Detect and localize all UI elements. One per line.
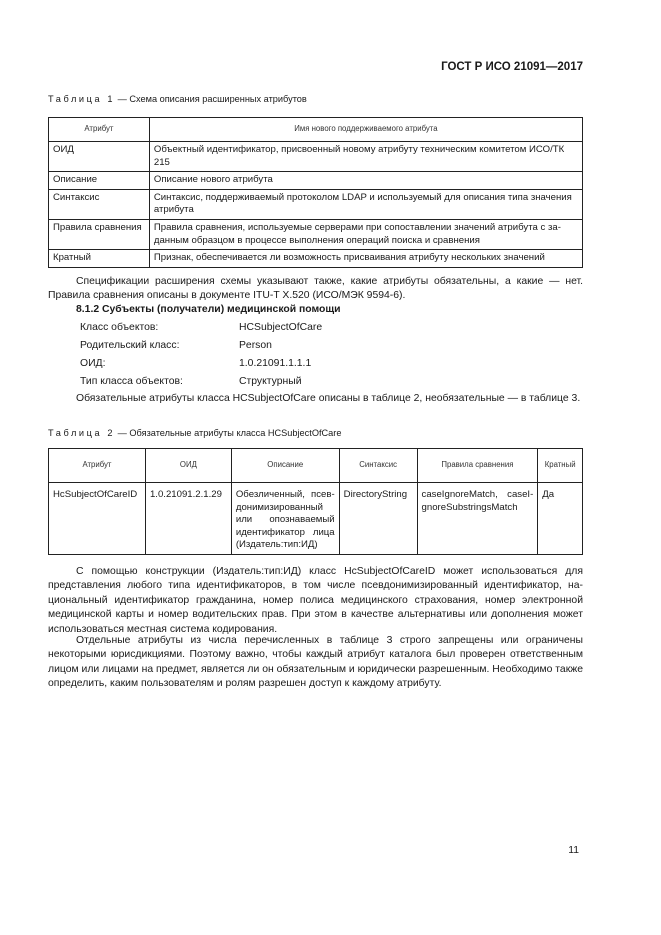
table-row [49, 189, 583, 219]
class-property-value: HCSubjectOfCare [239, 322, 323, 333]
table2-header-match: Правила сравнения [417, 449, 538, 483]
table1-cell-attr: Синтаксис [49, 189, 150, 219]
table2-header-attr: Атрибут [49, 449, 146, 483]
table2-header-oid: ОИД [145, 449, 231, 483]
table1-caption-label: Таблица 1 [48, 94, 116, 104]
table-row [49, 172, 583, 190]
table-row [49, 219, 583, 249]
section-heading: 8.1.2 Субъекты (получатели) медицинской помощи [76, 304, 341, 315]
table1-cell-value: Правила сравнения, используемые серверами при сопоставлении значений атрибута с заданным образцом в процессе выполнения операций поиска и сравнения [149, 219, 582, 249]
table1-cell-attr: Кратный [49, 250, 150, 268]
table1-header-attr: Атрибут [49, 118, 150, 142]
table2-cell-desc: Обезличенный, псевдонимизированный или опознаваемый идентификатор лица (Издатель:тип:ИД) [231, 483, 339, 555]
table1-cell-value: Описание нового атрибута [149, 172, 582, 190]
class-property-label: Класс объектов: [80, 322, 159, 333]
class-property-label: ОИД: [80, 358, 106, 369]
table2-cell-attr: HcSubjectOfCareID [49, 483, 146, 555]
table1-caption-text: — Схема описания расширенных атрибутов [115, 94, 307, 104]
table-row [49, 483, 583, 555]
document-header: ГОСТ Р ИСО 21091—2017 [441, 61, 583, 73]
table2-header-syntax: Синтаксис [339, 449, 417, 483]
table1-cell-attr: Описание [49, 172, 150, 190]
table2-header-desc: Описание [231, 449, 339, 483]
table-row [49, 142, 583, 172]
class-property-value: 1.0.21091.1.1.1 [239, 358, 312, 369]
table2-cell-match: caseIgnoreMatch, caseIgnoreSubstringsMatch [417, 483, 538, 555]
paragraph-required-attributes: Обязательные атрибуты класса HCSubjectOfCare описаны в таблице 2, необязательные — в таблице 3. [76, 393, 581, 404]
table1-caption [48, 94, 307, 104]
table1-cell-attr: Правила сравнения [49, 219, 150, 249]
table1 [48, 117, 583, 268]
paragraph-schema-extension: Спецификации расширения схемы указывают также, какие атрибуты обязательны, а какие — нет. Правила сравнения описаны в документе ITU-T X.520 (ИСО/МЭК 9594-6). [48, 276, 583, 302]
table2-caption [48, 428, 341, 438]
table1-cell-value: Синтаксис, поддерживаемый протоколом LDAP и используемый для описания типа значения атрибута [149, 189, 582, 219]
table1-cell-value: Объектный идентификатор, присвоенный новому атрибуту техническим комитетом ИСО/ТК 215 [149, 142, 582, 172]
table1-cell-value: Признак, обеспечивается ли возможность присваивания атрибуту нескольких значений [149, 250, 582, 268]
page-number: 11 [568, 845, 579, 856]
table2-cell-multi: Да [538, 483, 583, 555]
table1-cell-attr: ОИД [49, 142, 150, 172]
table2-caption-label: Таблица 2 [48, 428, 116, 438]
table2-header-multi: Кратный [538, 449, 583, 483]
table1-header-name: Имя нового поддерживаемого атрибута [149, 118, 582, 142]
class-property-label: Родительский класс: [80, 340, 180, 351]
table-row [49, 250, 583, 268]
table2 [48, 448, 583, 555]
table2-cell-syntax: DirectoryString [339, 483, 417, 555]
paragraph-identifier-construct: С помощью конструкции (Издатель:тип:ИД) класс HcSubjectOfCareID может использоваться для представления любого типа идентификаторов, в том числе псевдонимизированный идентификатор, национальный идентификатор гражданина, номер полиса медицинского страхования, номер электронной медицинской карты и номер водительских прав. При этом в качестве альтернативы или дополнения может использоваться местная система кодирования. [48, 566, 583, 635]
table2-cell-oid: 1.0.21091.2.1.29 [145, 483, 231, 555]
class-property-value: Структурный [239, 376, 302, 387]
class-property-value: Person [239, 340, 272, 351]
table2-caption-text: — Обязательные атрибуты класса HCSubjectOfCare [115, 428, 342, 438]
paragraph-jurisdiction-restrictions: Отдельные атрибуты из числа перечисленных в таблице 3 строго запрещены или ограничены некоторыми юрисдикциями. Поэтому важно, чтобы каждый атрибут каталога был проверен ответственным лицом или лицами на предмет, является ли он обязательным и юридически разрешенным. Необходимо также определить, каким пользователям и ролям разрешен доступ к каждому атрибуту. [48, 635, 583, 690]
class-property-label: Тип класса объектов: [80, 376, 183, 387]
